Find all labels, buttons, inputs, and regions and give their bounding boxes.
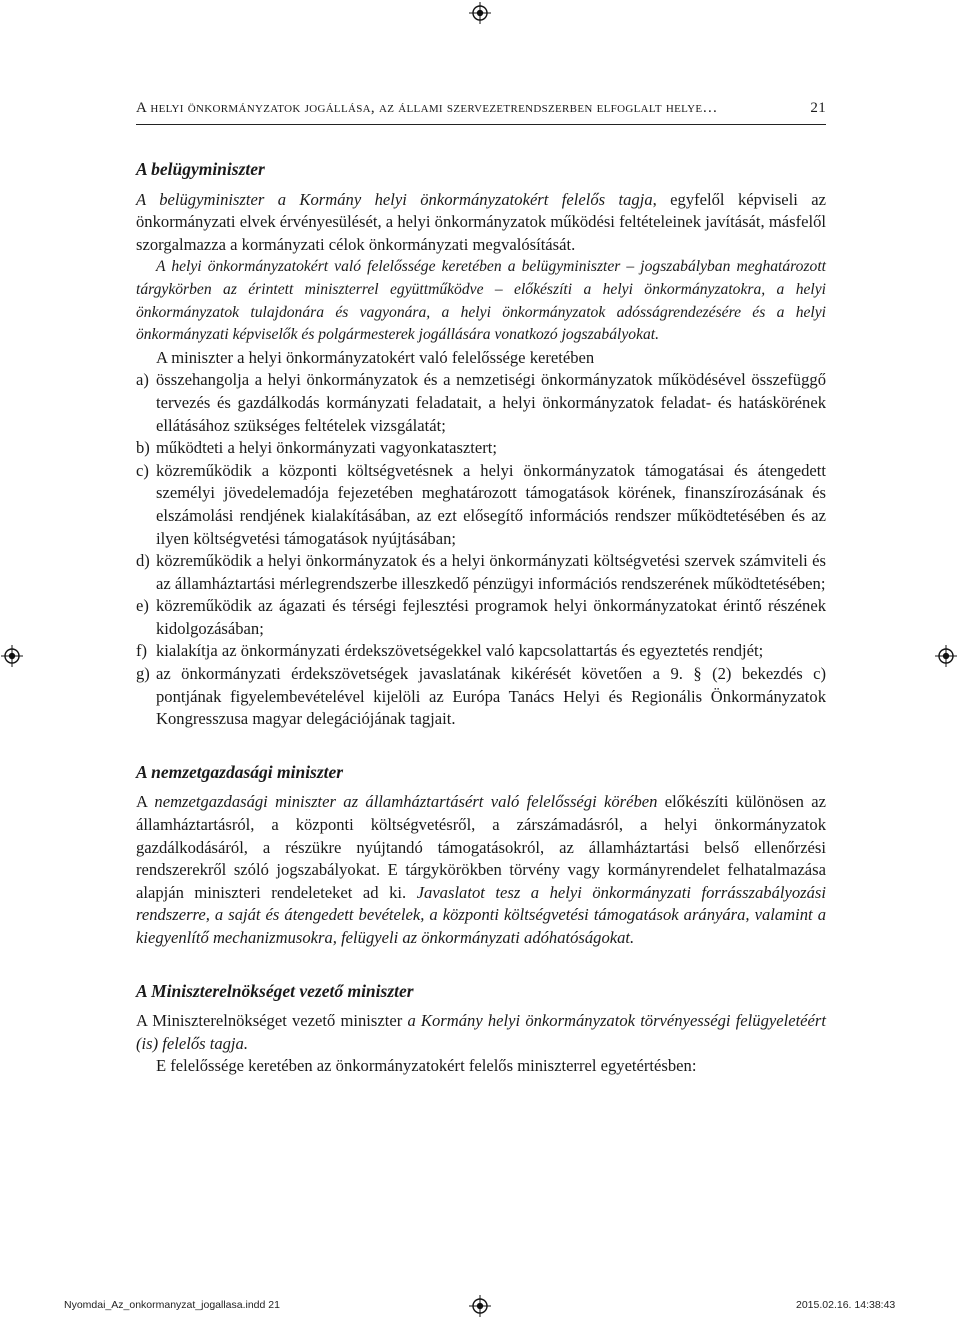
- paragraph-text: előkészíti különösen az államháztartásról, a központi költségvetésről, a zárszámadásról, a helyi önkormányzatok gazdálkodásáról, a részükre nyújtandó támogatásokról, az államháztartási belső ellenőrzési rendszerekről szóló jogszabályokat. E tárgykörökben törvény vagy kormányrendelet felhatalmazása alapján miniszteri rendeleteket ad ki.: [136, 792, 826, 902]
- header-rule: [136, 124, 826, 125]
- paragraph: [136, 189, 826, 257]
- paragraph-text: A Miniszterelnökséget vezető miniszter: [136, 1011, 408, 1031]
- paragraph: E felelőssége keretében az önkormányzatokért felelős miniszterrel egyetértésben:: [156, 1056, 697, 1076]
- running-head: [136, 100, 826, 117]
- slug-datetime: 2015.02.16. 14:38:43: [796, 1299, 896, 1311]
- list-label: e): [136, 596, 149, 616]
- list-text: összehangolja a helyi önkormányzatok és a nemzetiségi önkormányzatok működésével összefüggő tervezés és gazdálkodás kormányzati feladatait, a helyi önkormányzatok feladat- és hatáskörének ellátásához szükséges feltételek vizsgálatát;: [156, 370, 826, 435]
- page-number: 21: [810, 100, 826, 116]
- list-item: [136, 437, 826, 460]
- paragraph: [136, 1010, 826, 1055]
- list-item: [136, 550, 826, 595]
- italic-text: nemzetgazdasági miniszter az államháztartásért való felelősségi körében: [154, 792, 658, 812]
- list-text: működteti a helyi önkormányzati vagyonkatasztert;: [156, 438, 497, 458]
- italic-text: a Kormány helyi önkormányzatok törvényességi felügyeletéért (is) felelős tagja.: [136, 1011, 826, 1053]
- section-heading-miniszterelnokseg: A Miniszterelnökséget vezető miniszter: [136, 980, 414, 1001]
- list-item: [136, 663, 826, 731]
- list-label: c): [136, 460, 149, 480]
- paragraph: [136, 791, 826, 949]
- list-text: az önkormányzati érdekszövetségek javaslatának kikérését követően a 9. § (2) bekezdés c) pontjának figyelembevételével kijelöli az Európa Tanács Helyi és Regionális Önkormányzatok Kongresszusa magyar delegációjának tagjait.: [156, 664, 826, 729]
- italic-text: A belügyminiszter a Kormány helyi önkormányzatokért felelős tagja: [136, 189, 653, 209]
- list-item: [136, 460, 826, 550]
- list-label: b): [136, 438, 150, 458]
- paragraph-italic: A helyi önkormányzatokért való felelőssége keretében a belügyminiszter – jogszabályban meghatározott tárgykörben az érintett miniszterrel együttműködve – előkészíti a helyi önkormányzatokra, a helyi önkormányzatok tulajdonára és vagyonára, a helyi önkormányzatok adósságrendezésére és a helyi önkormányzati képviselők és polgármesterek jogállására vonatkozó jogszabályokat.: [136, 258, 826, 344]
- list-text: közreműködik a helyi önkormányzatok és a helyi önkormányzati költségvetési szervek számviteli és az államháztartási mérlegrendszerbe illeszkedő pénzügyi információs rendszerének működtetésében;: [156, 551, 826, 593]
- registration-mark-icon: [935, 645, 957, 667]
- page-body: [136, 158, 826, 1078]
- list-item: [136, 369, 826, 437]
- paragraph-text: , egyfelől képviseli az önkormányzati elvek érvényesülését, a helyi önkormányzatok működési feltételeinek javítását, másfelől szorgalmazza a kormányzati célok önkormányzati megvalósítását.: [136, 189, 826, 254]
- list-label: g): [136, 664, 150, 684]
- paragraph: A miniszter a helyi önkormányzatokért való felelőssége keretében: [156, 347, 595, 367]
- list-text: közreműködik a központi költségvetésnek a helyi önkormányzatok támogatásai és átengedett személyi jövedelemadója fejezetében meghatározott támogatások körének, finanszírozásának és elszámolási rendjének kialakításában, az ezt elősegítő információs rendszer működtetésében és az ilyen költségvetési támogatások nyújtásában;: [156, 460, 826, 548]
- paragraph-text: A: [136, 792, 155, 812]
- list-item: [136, 640, 826, 663]
- running-title: A helyi önkormányzatok jogállása, az állami szervezetrendszerben elfoglalt helye…: [136, 100, 718, 116]
- italic-text: Javaslatot tesz a helyi önkormányzati forrásszabályozási rendszerre, a saját és átengedett bevételek, a központi költségvetési támogatások arányára, valamint a kiegyenlítő mechanizmusokra, felügyeli az önkormányzati adóhatóságokat.: [136, 882, 826, 947]
- list-label: d): [136, 551, 150, 571]
- registration-mark-icon: [469, 2, 491, 24]
- list-text: közreműködik az ágazati és térségi fejlesztési programok helyi önkormányzatokat érintő részének kidolgozásában;: [156, 596, 826, 638]
- list-item: [136, 595, 826, 640]
- section-heading-nemzetgazdasagi: A nemzetgazdasági miniszter: [136, 761, 344, 782]
- list-text: kialakítja az önkormányzati érdekszövetségekkel való kapcsolattartás és egyeztetés rendjét;: [156, 641, 764, 661]
- section-heading-belugyminiszter: A belügyminiszter: [136, 159, 265, 179]
- list-label: a): [136, 370, 149, 390]
- slug-filename: Nyomdai_Az_onkormanyzat_jogallasa.indd 21: [64, 1299, 280, 1311]
- registration-mark-icon: [1, 645, 23, 667]
- list-label: f): [136, 641, 148, 661]
- registration-mark-icon: [469, 1295, 491, 1317]
- duties-list: [136, 369, 826, 731]
